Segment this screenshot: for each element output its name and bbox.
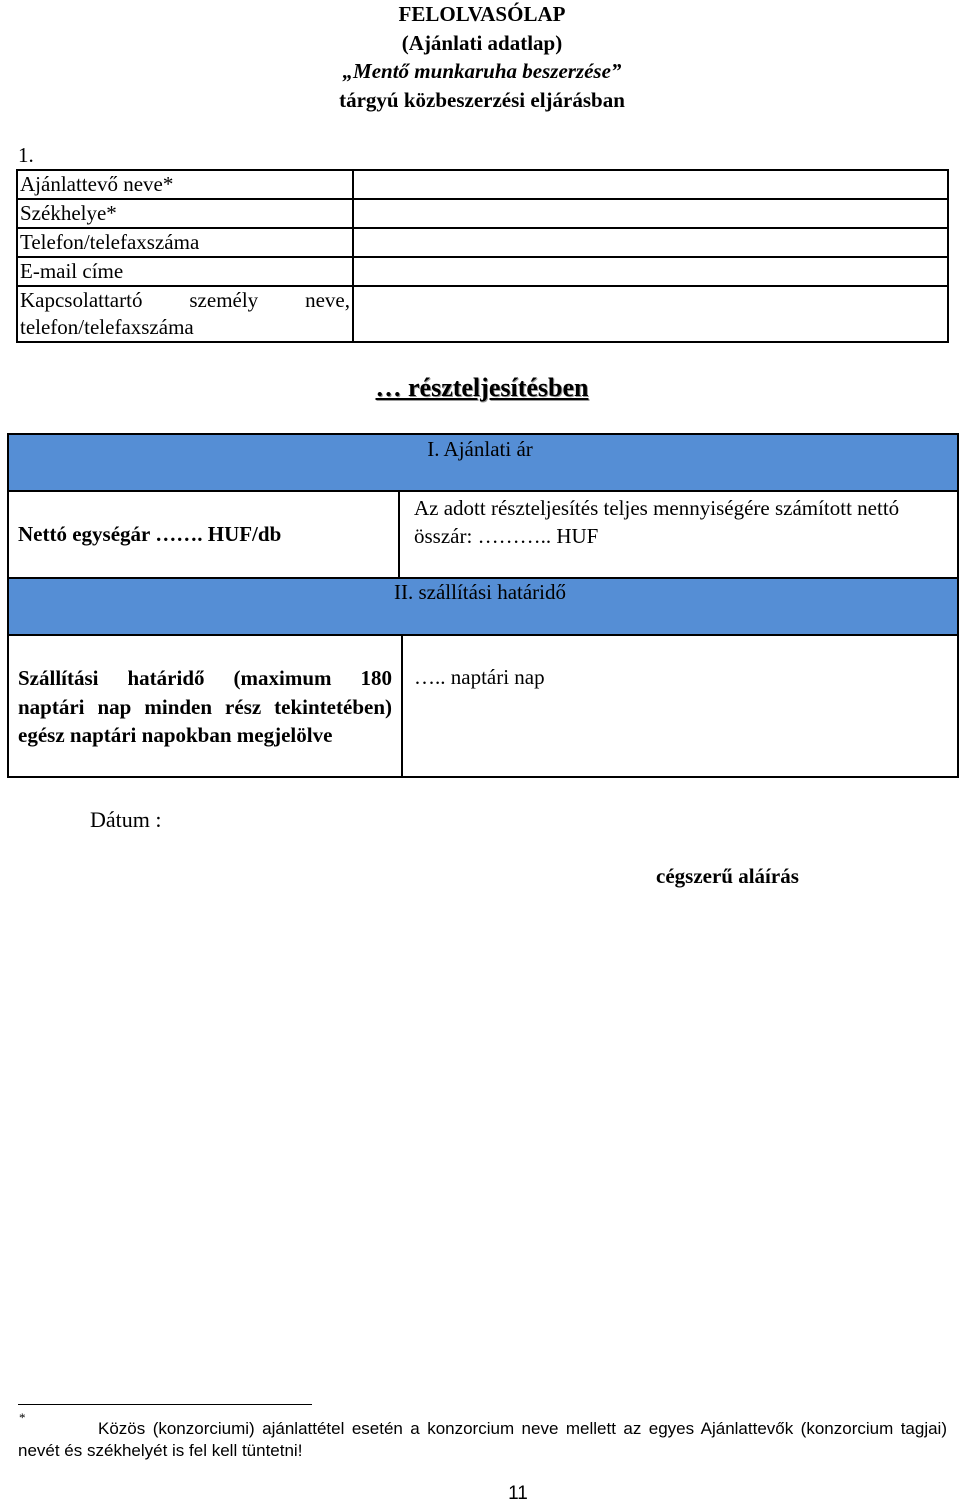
delivery-divider (401, 634, 403, 778)
bidder-info-table (16, 169, 949, 343)
form-subtitle: (Ajánlati adatlap) (401, 30, 563, 55)
table-row (17, 257, 948, 286)
partial-performance-heading (0, 373, 960, 403)
headquarters-field[interactable] (353, 199, 948, 228)
headquarters-label: Székhelye* (17, 199, 353, 228)
partial-heading-text: … részteljesítésben (375, 373, 589, 402)
signature-label: cégszerű aláírás (656, 864, 799, 888)
price-divider (398, 490, 400, 577)
procedure-line: tárgyú közbeszerzési eljárásban (339, 87, 625, 112)
footnote-text: Közös (konzorciumi) ajánlattétel esetén a konzorcium neve mellett az egyes Ajánlattevők (konzorcium tagjai) nevét és székhelyét is fel kell tüntetni! (18, 1419, 947, 1460)
contact-person-field[interactable] (353, 286, 948, 342)
form-title: FELOLVASÓLAP (398, 2, 566, 26)
delivery-deadline-label: Szállítási határidő (maximum 180 naptári nap minden rész tekintetében) egész naptári napokban megjelölve (18, 666, 392, 747)
price-section-title: I. Ajánlati ár (427, 437, 533, 461)
delivery-section-title: II. szállítási határidő (393, 580, 567, 604)
table-row (17, 286, 948, 342)
bidder-name-label: Ajánlattevő neve* (17, 170, 353, 199)
bidder-name-field[interactable] (353, 170, 948, 199)
contact-label-line1: Kapcsolattartó személy neve, (20, 288, 350, 312)
section-number: 1. (18, 143, 34, 167)
document-header (0, 0, 960, 114)
table-row (17, 228, 948, 257)
page-number: 11 (508, 1483, 528, 1504)
footnote-marker: * (19, 1410, 26, 1425)
date-label: Dátum : (90, 807, 162, 832)
net-total-price-label[interactable]: Az adott részteljesítés teljes mennyiségére számított nettó összár: ……….. HUF (414, 496, 900, 548)
email-label: E-mail címe (17, 257, 353, 286)
net-unit-price-label[interactable]: Nettó egységár ……. HUF/db (18, 522, 282, 546)
table-row (17, 170, 948, 199)
delivery-deadline-value[interactable]: ….. naptári nap (414, 665, 545, 689)
phone-fax-label: Telefon/telefaxszáma (17, 228, 353, 257)
procurement-subject: „Mentő munkaruha beszerzése” (342, 59, 622, 83)
contact-label-line2: telefon/telefaxszáma (20, 315, 194, 339)
contact-person-label (17, 286, 353, 342)
table-row (17, 199, 948, 228)
footnote-separator (18, 1404, 312, 1405)
email-field[interactable] (353, 257, 948, 286)
phone-fax-field[interactable] (353, 228, 948, 257)
